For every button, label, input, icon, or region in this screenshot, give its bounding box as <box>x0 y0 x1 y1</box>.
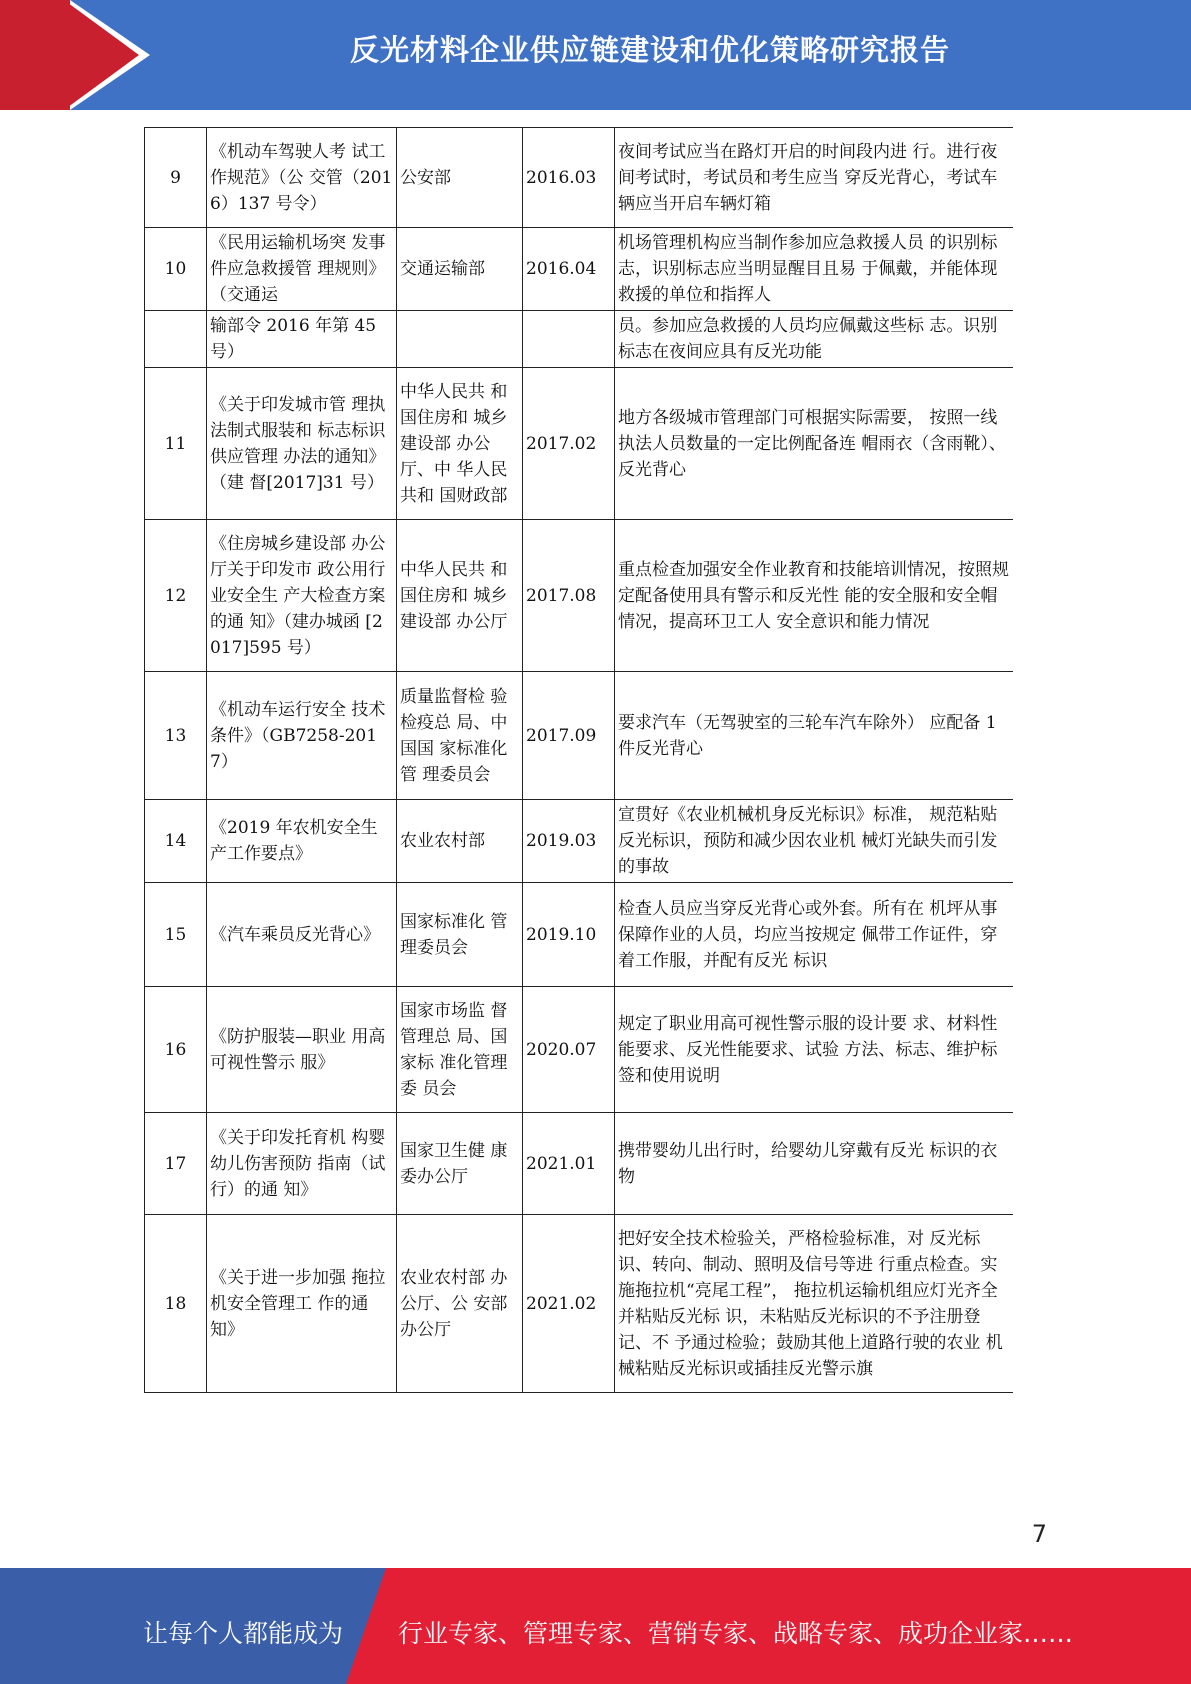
table-row <box>145 311 1013 368</box>
table-row <box>145 672 1013 800</box>
table-row <box>145 883 1013 987</box>
row-number: 9 <box>145 128 207 228</box>
document-name: 《机动车驾驶人考 试工作规范》（公 交管（2016）137 号令） <box>207 128 397 228</box>
document-name: 输部令 2016 年第 45 号） <box>207 311 397 368</box>
document-name: 《汽车乘员反光背心》 <box>207 883 397 987</box>
table-row <box>145 520 1013 672</box>
requirement-content: 地方各级城市管理部门可根据实际需要， 按照一线执法人员数量的一定比例配备连 帽雨衣（含雨靴）、反光背心 <box>615 368 1013 520</box>
requirement-content: 携带婴幼儿出行时，给婴幼儿穿戴有反光 标识的衣物 <box>615 1113 1013 1215</box>
issue-date: 2017.02 <box>523 368 615 520</box>
issue-date: 2021.02 <box>523 1215 615 1393</box>
issuing-department <box>397 311 523 368</box>
row-number: 12 <box>145 520 207 672</box>
row-number: 10 <box>145 228 207 311</box>
issuing-department: 国家市场监 督管理总 局、国家标 准化管理委 员会 <box>397 987 523 1113</box>
requirement-content: 要求汽车（无驾驶室的三轮车汽车除外） 应配备 1 件反光背心 <box>615 672 1013 800</box>
row-number: 18 <box>145 1215 207 1393</box>
page-title: 反光材料企业供应链建设和优化策略研究报告 <box>349 33 950 67</box>
requirement-content: 规定了职业用高可视性警示服的设计要 求、材料性能要求、反光性能要求、试验 方法、标志、维护标签和使用说明 <box>615 987 1013 1113</box>
issue-date <box>523 311 615 368</box>
footer-slogan-left: 让每个人都能成为 <box>143 1619 344 1648</box>
footer-slogan-right: 行业专家、管理专家、营销专家、战略专家、成功企业家…… <box>398 1619 1074 1648</box>
issuing-department: 农业农村部 <box>397 800 523 883</box>
row-number: 11 <box>145 368 207 520</box>
requirement-content: 机场管理机构应当制作参加应急救援人员 的识别标志，识别标志应当明显醒目且易 于佩戴，并能体现救援的单位和指挥人 <box>615 228 1013 311</box>
issuing-department: 中华人民共 和国住房和 城乡建设部 办公厅 <box>397 520 523 672</box>
row-number: 14 <box>145 800 207 883</box>
row-number <box>145 311 207 368</box>
table-row <box>145 228 1013 311</box>
table-row <box>145 1215 1013 1393</box>
issue-date: 2016.04 <box>523 228 615 311</box>
policy-table <box>144 127 1013 1393</box>
document-name: 《民用运输机场突 发事件应急救援管 理规则》（交通运 <box>207 228 397 311</box>
requirement-content: 重点检查加强安全作业教育和技能培训情况，按照规定配备使用具有警示和反光性 能的安全服和安全帽情况，提高环卫工人 安全意识和能力情况 <box>615 520 1013 672</box>
document-name: 《关于印发托育机 构婴幼儿伤害预防 指南（试行）的通 知》 <box>207 1113 397 1215</box>
issue-date: 2017.08 <box>523 520 615 672</box>
page-number: 7 <box>1031 1520 1047 1548</box>
row-number: 13 <box>145 672 207 800</box>
issue-date: 2020.07 <box>523 987 615 1113</box>
requirement-content: 宣贯好《农业机械机身反光标识》标准， 规范粘贴反光标识，预防和减少因农业机 械灯光缺失而引发的事故 <box>615 800 1013 883</box>
header-red-chevron <box>64 0 139 110</box>
issue-date: 2016.03 <box>523 128 615 228</box>
issue-date: 2017.09 <box>523 672 615 800</box>
requirement-content: 员。参加应急救援的人员均应佩戴这些标 志。识别标志在夜间应具有反光功能 <box>615 311 1013 368</box>
requirement-content: 检查人员应当穿反光背心或外套。所有在 机坪从事保障作业的人员，均应当按规定 佩带工作证件，穿着工作服，并配有反光 标识 <box>615 883 1013 987</box>
row-number: 15 <box>145 883 207 987</box>
document-name: 《机动车运行安全 技术条件》（GB7258-2017） <box>207 672 397 800</box>
requirement-content: 把好安全技术检验关，严格检验标准，对 反光标识、转向、制动、照明及信号等进 行重点检查。实施拖拉机“亮尾工程”， 拖拉机运输机组应灯光齐全并粘贴反光标 识，未粘贴反光标识的不予注册登记、不 予通过检验；鼓励其他上道路行驶的农业 机械粘贴反光标识或插挂反光警示旗 <box>615 1215 1013 1393</box>
issuing-department: 公安部 <box>397 128 523 228</box>
issuing-department: 农业农村部 办公厅、公 安部办公厅 <box>397 1215 523 1393</box>
issuing-department: 交通运输部 <box>397 228 523 311</box>
document-name: 《2019 年农机安全生产工作要点》 <box>207 800 397 883</box>
requirement-content: 夜间考试应当在路灯开启的时间段内进 行。进行夜间考试时，考试员和考生应当 穿反光背心，考试车辆应当开启车辆灯箱 <box>615 128 1013 228</box>
row-number: 17 <box>145 1113 207 1215</box>
issue-date: 2019.03 <box>523 800 615 883</box>
row-number: 16 <box>145 987 207 1113</box>
issuing-department: 国家标准化 管理委员会 <box>397 883 523 987</box>
table-row <box>145 987 1013 1113</box>
document-name: 《住房城乡建设部 办公厅关于印发市 政公用行业安全生 产大检查方案的通 知》（建办城函 [2017]595 号） <box>207 520 397 672</box>
header-red-block <box>0 0 70 110</box>
table-row <box>145 1113 1013 1215</box>
document-name: 《关于进一步加强 拖拉机安全管理工 作的通知》 <box>207 1215 397 1393</box>
issue-date: 2021.01 <box>523 1113 615 1215</box>
table-row <box>145 368 1013 520</box>
document-name: 《关于印发城市管 理执法制式服装和 标志标识供应管理 办法的通知》（建 督[2017]31 号） <box>207 368 397 520</box>
table-row <box>145 128 1013 228</box>
document-name: 《防护服装—职业 用高可视性警示 服》 <box>207 987 397 1113</box>
issuing-department: 国家卫生健 康委办公厅 <box>397 1113 523 1215</box>
issuing-department: 中华人民共 和国住房和 城乡建设部 办公厅、中 华人民共和 国财政部 <box>397 368 523 520</box>
issue-date: 2019.10 <box>523 883 615 987</box>
table-row <box>145 800 1013 883</box>
issuing-department: 质量监督检 验检疫总 局、中国国 家标准化管 理委员会 <box>397 672 523 800</box>
